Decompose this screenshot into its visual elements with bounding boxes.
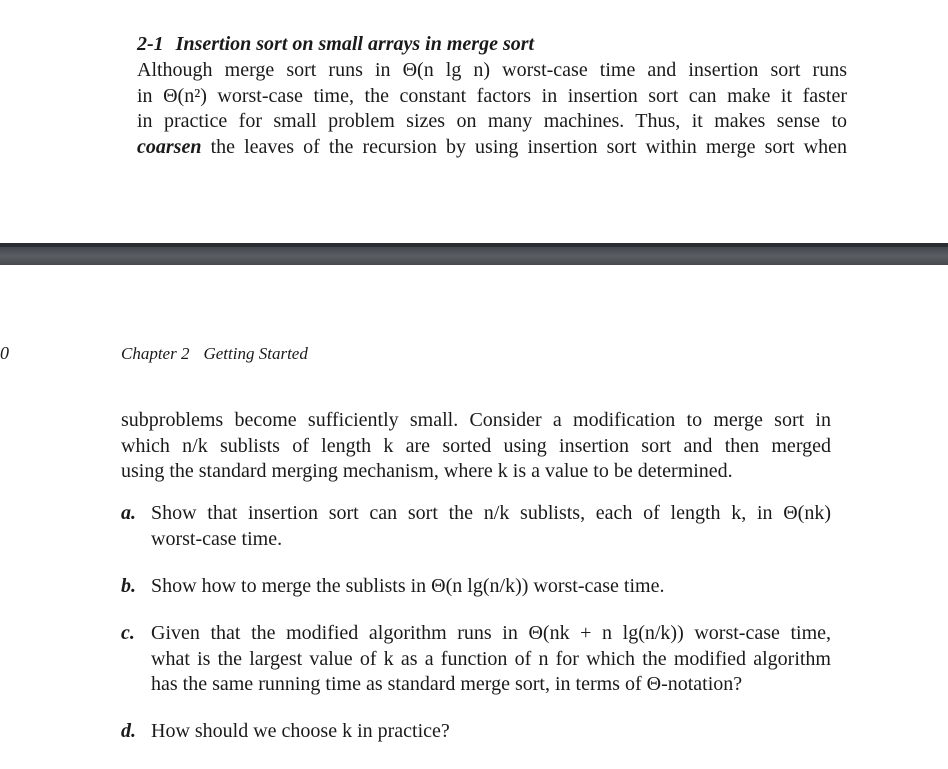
text-line: the leaves of the recursion by using insertion sort within merge sort when bbox=[210, 135, 848, 158]
text-line: in Θ(n²) worst-case time, the constant factors in insertion sort can make it faster bbox=[137, 84, 847, 107]
text-line: using the standard merging mechanism, where k is a value to be determined. bbox=[121, 460, 733, 482]
text-line: subproblems become sufficiently small. Consider a modification to merge sort in bbox=[121, 409, 831, 431]
item-label: a. bbox=[121, 502, 136, 524]
text-line: has the same running time as standard merge sort, in terms of Θ-notation? bbox=[151, 673, 743, 695]
text-line: worst-case time. bbox=[151, 527, 283, 550]
text-line: Show that insertion sort can sort the n/k sublists, each of length k, in Θ(nk) bbox=[151, 502, 831, 524]
text-line: Show how to merge the sublists in Θ(n lg(n/k)) worst-case time. bbox=[151, 575, 665, 597]
problem-heading bbox=[137, 33, 534, 56]
text-line: How should we choose k in practice? bbox=[151, 720, 450, 742]
item-label: d. bbox=[121, 720, 136, 742]
top-page bbox=[0, 0, 948, 243]
text-line: Although merge sort runs in Θ(n lg n) worst-case time and insertion sort runs bbox=[137, 59, 847, 81]
running-head bbox=[121, 344, 308, 364]
text-line: which n/k sublists of length k are sorted using insertion sort and then merged bbox=[121, 434, 831, 457]
page-number: 0 bbox=[0, 343, 9, 363]
chapter-title: Getting Started bbox=[203, 344, 308, 363]
problem-number: 2-1 bbox=[137, 33, 164, 55]
text-line: in practice for small problem sizes on many machines. Thus, it makes sense to bbox=[137, 110, 847, 132]
item-label: b. bbox=[121, 575, 136, 597]
continued-paragraph bbox=[121, 408, 831, 485]
page-separator bbox=[0, 243, 948, 265]
emphasis-word: coarsen bbox=[137, 135, 202, 158]
text-line: what is the largest value of k as a function of n for which the modified algorithm bbox=[151, 647, 831, 670]
chapter-label: Chapter 2 bbox=[121, 344, 190, 363]
text-line: Given that the modified algorithm runs in Θ(nk + n lg(n/k)) worst-case time, bbox=[151, 622, 831, 644]
problem-title: Insertion sort on small arrays in merge sort bbox=[175, 33, 535, 55]
text-line-with-emphasis bbox=[137, 135, 847, 161]
problem-intro-paragraph bbox=[137, 58, 847, 160]
item-label: c. bbox=[121, 622, 135, 644]
